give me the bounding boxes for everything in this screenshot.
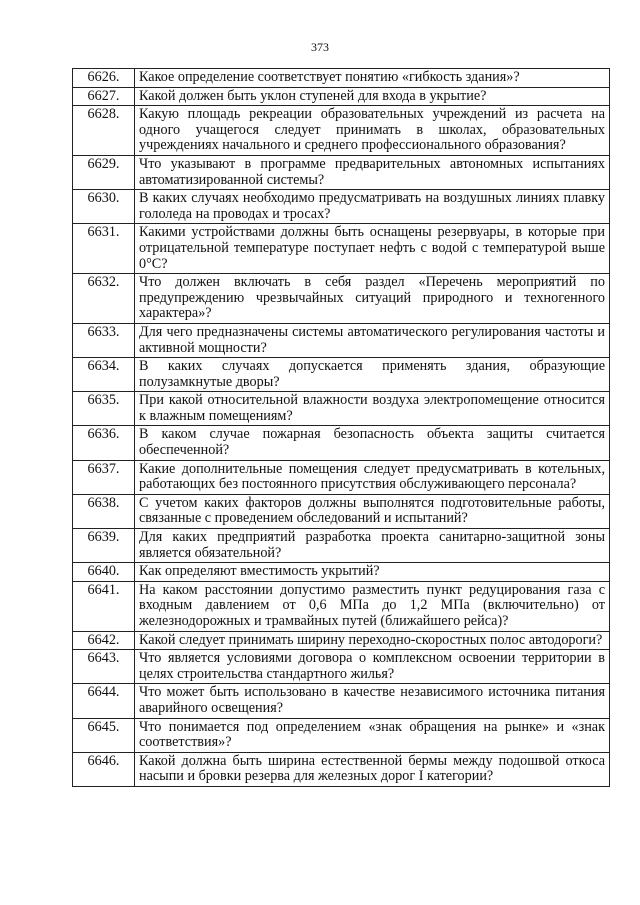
table-row: [73, 323, 610, 357]
question-number: 6640.: [73, 563, 135, 582]
question-text: Что должен включать в себя раздел «Перечень мероприятий по предупреждению чрезвычайных ситуаций природного и техногенного характера»?: [135, 274, 610, 324]
question-number: 6645.: [73, 718, 135, 752]
question-number: 6644.: [73, 684, 135, 718]
question-text: Что указывают в программе предварительных автономных испытаниях автоматизированной системы?: [135, 155, 610, 189]
question-text: На каком расстоянии допустимо разместить пункт редуцирования газа с входным давлением от 0,6 МПа до 1,2 МПа (включительно) от железнодорожных и трамвайных путей (ближайшего рейса)?: [135, 581, 610, 631]
table-row: [73, 752, 610, 786]
question-number: 6626.: [73, 69, 135, 88]
table-row: [73, 631, 610, 650]
table-row: [73, 426, 610, 460]
question-text: Какую площадь рекреации образовательных учреждений из расчета на одного учащегося следует принимать в школах, образовательных учреждениях начального и среднего профессионального образования?: [135, 106, 610, 156]
table-row: [73, 224, 610, 274]
question-number: 6630.: [73, 190, 135, 224]
table-row: [73, 69, 610, 88]
question-text: В каких случаях необходимо предусматривать на воздушных линиях плавку гололеда на проводах и тросах?: [135, 190, 610, 224]
question-number: 6632.: [73, 274, 135, 324]
question-number: 6642.: [73, 631, 135, 650]
question-number: 6634.: [73, 358, 135, 392]
question-text: Какое определение соответствует понятию «гибкость здания»?: [135, 69, 610, 88]
question-text: Что является условиями договора о комплексном освоении территории в целях строительства стандартного жилья?: [135, 650, 610, 684]
question-text: Какой должен быть уклон ступеней для входа в укрытие?: [135, 87, 610, 106]
table-row: [73, 581, 610, 631]
page-number: 373: [311, 40, 329, 54]
questions-table-body: [73, 69, 610, 787]
question-number: 6627.: [73, 87, 135, 106]
question-text: В каких случаях допускается применять здания, образующие полузамкнутые дворы?: [135, 358, 610, 392]
table-row: [73, 155, 610, 189]
question-number: 6633.: [73, 323, 135, 357]
table-row: [73, 392, 610, 426]
question-number: 6631.: [73, 224, 135, 274]
table-row: [73, 460, 610, 494]
question-number: 6637.: [73, 460, 135, 494]
question-text: Что понимается под определением «знак обращения на рынке» и «знак соответствия»?: [135, 718, 610, 752]
question-text: В каком случае пожарная безопасность объекта защиты считается обеспеченной?: [135, 426, 610, 460]
question-text: С учетом каких факторов должны выполнятся подготовительные работы, связанные с проведением обследований и испытаний?: [135, 494, 610, 528]
question-number: 6628.: [73, 106, 135, 156]
question-number: 6629.: [73, 155, 135, 189]
table-row: [73, 190, 610, 224]
question-text: Какие дополнительные помещения следует предусматривать в котельных, работающих без постоянного присутствия обслуживающего персонала?: [135, 460, 610, 494]
question-number: 6641.: [73, 581, 135, 631]
table-row: [73, 529, 610, 563]
question-text: Для каких предприятий разработка проекта санитарно-защитной зоны является обязательной?: [135, 529, 610, 563]
question-number: 6636.: [73, 426, 135, 460]
table-row: [73, 274, 610, 324]
table-row: [73, 106, 610, 156]
table-row: [73, 494, 610, 528]
questions-table: [72, 68, 610, 787]
table-row: [73, 358, 610, 392]
table-row: [73, 563, 610, 582]
question-number: 6643.: [73, 650, 135, 684]
question-text: Что может быть использовано в качестве независимого источника питания аварийного освещения?: [135, 684, 610, 718]
table-row: [73, 718, 610, 752]
question-number: 6638.: [73, 494, 135, 528]
question-text: При какой относительной влажности воздуха электропомещение относится к влажным помещениям?: [135, 392, 610, 426]
question-text: Какими устройствами должны быть оснащены резервуары, в которые при отрицательной температуре поступает нефть с водой с температурой выше 0°С?: [135, 224, 610, 274]
question-number: 6646.: [73, 752, 135, 786]
question-text: Какой следует принимать ширину переходно-скоростных полос автодороги?: [135, 631, 610, 650]
question-text: Какой должна быть ширина естественной бермы между подошвой откоса насыпи и бровки резерва для железных дорог I категории?: [135, 752, 610, 786]
question-number: 6635.: [73, 392, 135, 426]
table-row: [73, 650, 610, 684]
question-text: Для чего предназначены системы автоматического регулирования частоты и активной мощности?: [135, 323, 610, 357]
question-number: 6639.: [73, 529, 135, 563]
table-row: [73, 87, 610, 106]
table-row: [73, 684, 610, 718]
question-text: Как определяют вместимость укрытий?: [135, 563, 610, 582]
